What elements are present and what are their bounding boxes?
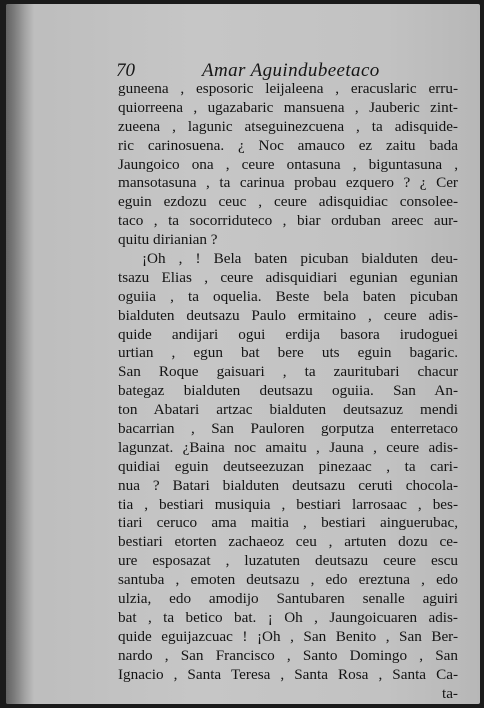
text-line: tiari ceruco ama maitia , bestiari ainguerubac, (118, 514, 458, 532)
catchword: ta- (441, 684, 458, 702)
text-line: bategaz bialduten deutsazu oguiia. San An- (118, 382, 458, 400)
text-line: Jaungoico ona , ceure ontasuna , biguntasuna , (118, 155, 458, 173)
text-line: ure esposazat , luzatuten deutsazu ceure escu (118, 552, 458, 570)
text-line: quide andijari ogui erdija basora irudoguei (118, 325, 458, 343)
text-line: eguin ezdozu ceuc , ceure adisquidiac consolee- (118, 193, 458, 211)
text-line: mansotasuna , ta carinua probau ezquero ? ¿ Cer (118, 174, 458, 192)
text-line: bacarrian , San Pauloren gorputza enterretaco (118, 420, 458, 438)
text-line: lagunzat. ¿Baina noc amaitu , Jauna , ceure adis- (118, 438, 458, 456)
text-line: bat , ta betico bat. ¡ Oh , Jaungoicuaren adis- (118, 608, 458, 626)
text-line: bestiari etorten zachaeoz ceu , artuten dozu ce- (118, 533, 458, 551)
text-line: zueena , lagunic atseguinezcuena , ta adisquide- (118, 117, 458, 135)
text-line: santuba , emoten deutsazu , edo ereztuna , edo (118, 571, 458, 589)
text-line: nardo , San Francisco , Santo Domingo , San (118, 646, 458, 664)
text-line: quidiai eguin deutseezuzan pinezaac , ta cari- (118, 457, 458, 475)
text-line: Ignacio , Santa Teresa , Santa Rosa , Santa Ca- (118, 665, 458, 683)
text-line: urtian , egun bat bere uts eguin bagaric. (118, 344, 458, 362)
running-title: Amar Aguindubeetaco (202, 60, 380, 81)
text-line: guneena , esposoric leijaleena , eracuslaric erru- (118, 80, 458, 97)
text-line: nua ? Batari bialduten deutsazu ceruti chocola- (118, 476, 458, 494)
text-line: oguiia , ta oquelia. Beste bela baten picuban (118, 287, 458, 305)
text-line: quide eguijazcuac ! ¡Oh , San Benito , San Ber- (118, 627, 458, 645)
text-line: ton Abatari artzac bialduten deutsazuz mendi (118, 401, 458, 419)
text-line: ric carinosuena. ¿ Noc amauco ez zaitu bada (118, 136, 458, 154)
text-line: quitu dirianian ? (118, 231, 218, 249)
body-text (118, 80, 458, 703)
text-line: bialduten deutsazu Paulo ermitaino , ceure adis- (118, 306, 458, 324)
page-header (116, 60, 476, 82)
text-line: San Roque gaisuari , ta zauritubari chacur (118, 363, 458, 381)
page-number: 70 (116, 60, 135, 81)
book-page (6, 4, 480, 704)
text-line: taco , ta socorriduteco , biar orduban areec aur- (118, 212, 458, 230)
text-line: ¡Oh , ! Bela baten picuban bialduten deu- (142, 250, 458, 268)
text-line: tia , bestiari musiquia , bestiari larrosaac , bes- (118, 495, 458, 513)
text-line: quiorreena , ugazabaric mansuena , Jauberic zint- (118, 98, 458, 116)
text-line: tsazu Elias , ceure adisquidiari egunian egunian (118, 268, 458, 286)
text-line: ulzia, edo amodijo Santubaren senalle aguiri (118, 590, 458, 608)
